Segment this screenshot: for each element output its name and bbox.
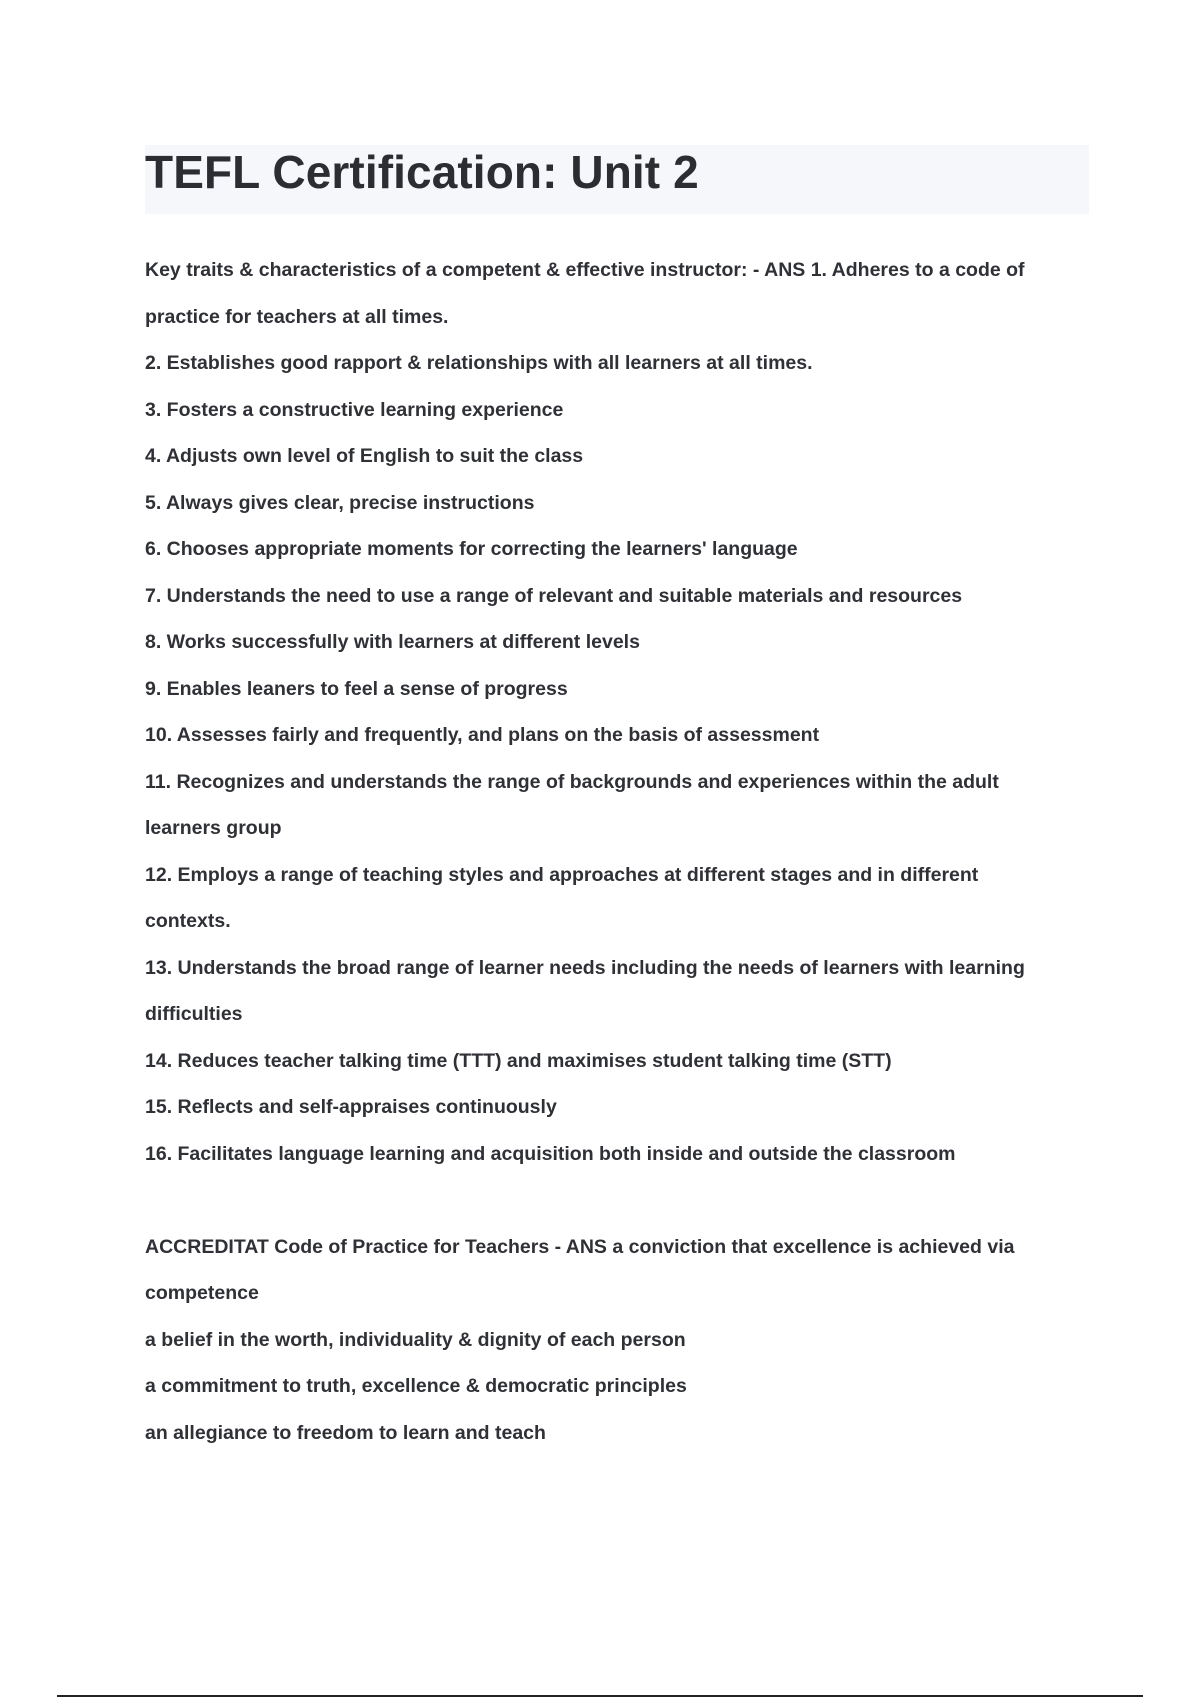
page-bottom-rule [57,1695,1143,1697]
text-line: 14. Reduces teacher talking time (TTT) and maximises student talking time (STT) [145,1049,892,1072]
text-line: 2. Establishes good rapport & relationships with all learners at all times. [145,352,813,374]
section-spacer [145,1177,1080,1224]
text-line: 6. Chooses appropriate moments for correcting the learners' language [145,538,798,560]
text-line: 15. Reflects and self-appraises continuously [145,1096,557,1118]
text-line: a commitment to truth, excellence & democratic principles [145,1375,687,1397]
text-line: 7. Understands the need to use a range of relevant and suitable materials and resources [145,584,963,607]
text-line: 9. Enables leaners to feel a sense of progress [145,677,568,700]
text-line: 8. Works successfully with learners at different levels [145,631,640,653]
text-line: competence [145,1282,259,1304]
text-line: 4. Adjusts own level of English to suit the class [145,445,584,467]
section-instructor-traits [145,247,1080,1177]
text-line: Key traits & characteristics of a competent & effective instructor: - ANS 1. Adheres to a code of [145,259,1025,281]
text-line: 11. Recognizes and understands the range of backgrounds and experiences within the adult [145,770,999,793]
text-line: difficulties [145,1003,243,1025]
text-line: 5. Always gives clear, precise instructions [145,491,535,514]
text-line: contexts. [145,910,231,932]
document-body [145,247,1080,1456]
text-line: 13. Understands the broad range of learner needs including the needs of learners with learning [145,956,1025,979]
text-line: 16. Facilitates language learning and acquisition both inside and outside the classroom [145,1142,956,1165]
text-line: ACCREDITAT Code of Practice for Teachers - ANS a conviction that excellence is achieved via [145,1235,1015,1258]
text-line: 3. Fosters a constructive learning experience [145,398,564,421]
text-line: practice for teachers at all times. [145,305,449,328]
text-line: 10. Assesses fairly and frequently, and plans on the basis of assessment [145,724,820,746]
text-line: an allegiance to freedom to learn and teach [145,1421,546,1444]
text-line: 12. Employs a range of teaching styles and approaches at different stages and in different [145,863,979,886]
page-title: TEFL Certification: Unit 2 [145,146,699,198]
section-code-of-practice [145,1224,1080,1457]
text-line: a belief in the worth, individuality & dignity of each person [145,1328,686,1351]
text-line: learners group [145,817,282,839]
